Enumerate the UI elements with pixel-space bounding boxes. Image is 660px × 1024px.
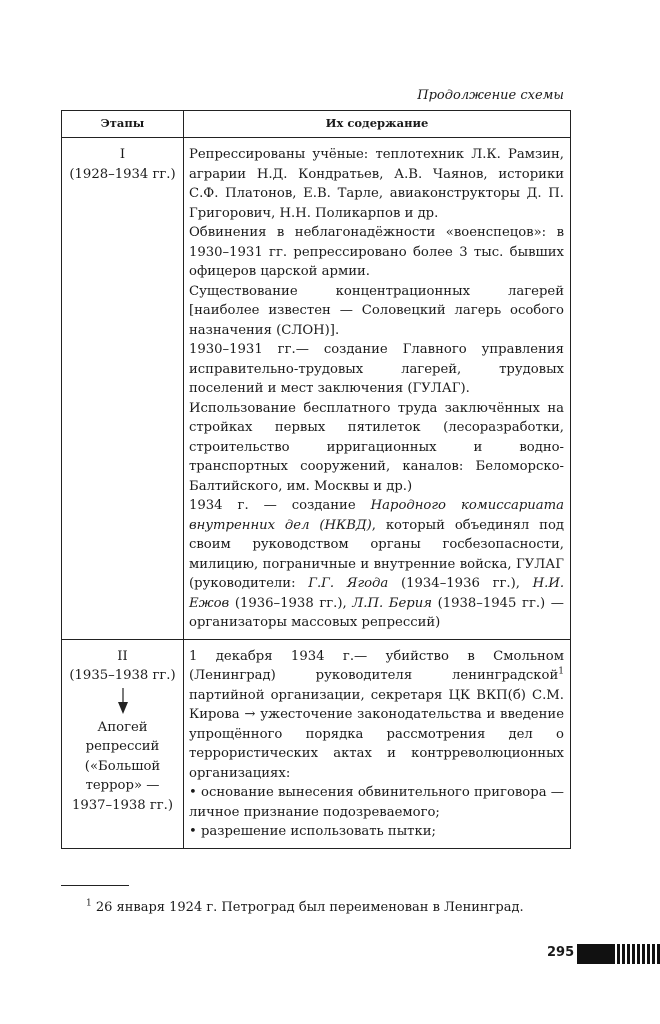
leader-name: Г.Г. Ягода	[308, 576, 389, 591]
footnote-mark: 1	[86, 898, 92, 909]
header-content: Их содержание	[184, 111, 571, 138]
text-run: партийной организации, секретаря ЦК ВКП(б) С.М. Кирова → ужесточение законодательства и введение упрощённого порядка рассмотрения дел о террористических актах и контрреволюционных организациях:	[189, 687, 564, 781]
list-item: • разрешение использовать пытки;	[189, 824, 436, 839]
stage-number: I	[119, 147, 126, 162]
stage-years: (1935–1938 гг.)	[69, 668, 176, 683]
paragraph: Репрессированы учёные: теплотехник Л.К. Рамзин, аграрии Н.Д. Кондратьев, А.В. Чаянов, историки С.Ф. Платонов, Е.В. Тарле, авиаконструкторы Д. П. Григорович, Н.Н. Поликарпов и др.	[189, 147, 564, 221]
text-run: 1934 г. — создание	[189, 498, 371, 513]
content-cell-2	[184, 639, 571, 848]
footnote-divider	[61, 885, 129, 886]
paragraph: Использование бесплатного труда заключённых на стройках первых пятилеток (лесоразработки, строительство ирригационных и водно-транспортных сооружений, каналов: Беломорско-Балтийского, им. Москвы и др.)	[189, 400, 564, 494]
text-run: , который объединял под своим руководством органы госбезопасности, милицию, пограничные и внутренние войска, ГУЛАГ (руководители:	[189, 517, 565, 591]
stages-table	[61, 110, 571, 849]
header-stages: Этапы	[62, 111, 184, 138]
leader-name: Н.И. Ежов	[189, 576, 565, 611]
leader-name: Л.П. Берия	[352, 595, 432, 611]
page-edge-bar	[577, 944, 660, 964]
paragraph: Обвинения в неблагонадёжности «военспецов»: в 1930–1931 гг. репрессировано более 3 тыс. бывших офицеров царской армии.	[189, 225, 564, 279]
nkvd-paragraph	[189, 496, 564, 633]
arrow-down-icon	[117, 688, 129, 714]
footnote-ref: 1	[558, 666, 564, 677]
page-edge-bar-solid	[577, 944, 613, 964]
paragraph: Существование концентрационных лагерей [наиболее известен — Соловецкий лагерь особого назначения (СЛОН)].	[189, 283, 564, 338]
stage-years: (1928–1934 гг.)	[69, 166, 176, 182]
apogee-label: Апогей репрессий («Большой террор» — 1937–1938 гг.)	[71, 719, 174, 813]
table-header-row	[62, 111, 571, 138]
intro-paragraph	[189, 647, 564, 784]
paragraph: 1930–1931 гг.— создание Главного управления исправительно-трудовых лагерей, трудовых поселений и мест заключения (ГУЛАГ).	[189, 342, 564, 396]
stage-cell-2	[62, 639, 184, 848]
stage-cell-1	[62, 138, 184, 640]
text-run: (1936–1938 гг.),	[229, 595, 353, 611]
footnote-text: 26 января 1924 г. Петроград был переименован в Ленинград.	[91, 900, 524, 915]
stage-number: II	[117, 648, 128, 664]
text-run: (1938–1945 гг.) — организаторы массовых репрессий)	[189, 595, 564, 630]
bullet-list	[189, 783, 564, 842]
text-run: (1934–1936 гг.),	[388, 576, 533, 591]
italic-run: Народного комиссариата внутренних дел (НКВД)	[189, 498, 564, 533]
list-item: • основание вынесения обвинительного приговора — личное признание подозреваемого;	[189, 785, 564, 820]
footnote	[86, 900, 524, 915]
page-number: 295	[547, 945, 575, 960]
content-cell-1	[184, 138, 571, 640]
continuation-label: Продолжение схемы	[417, 88, 564, 103]
table-row	[62, 639, 571, 848]
table-row	[62, 138, 571, 640]
text-run: 1 декабря 1934 г.— убийство в Смольном (Ленинград) руководителя ленинградской	[189, 648, 564, 683]
